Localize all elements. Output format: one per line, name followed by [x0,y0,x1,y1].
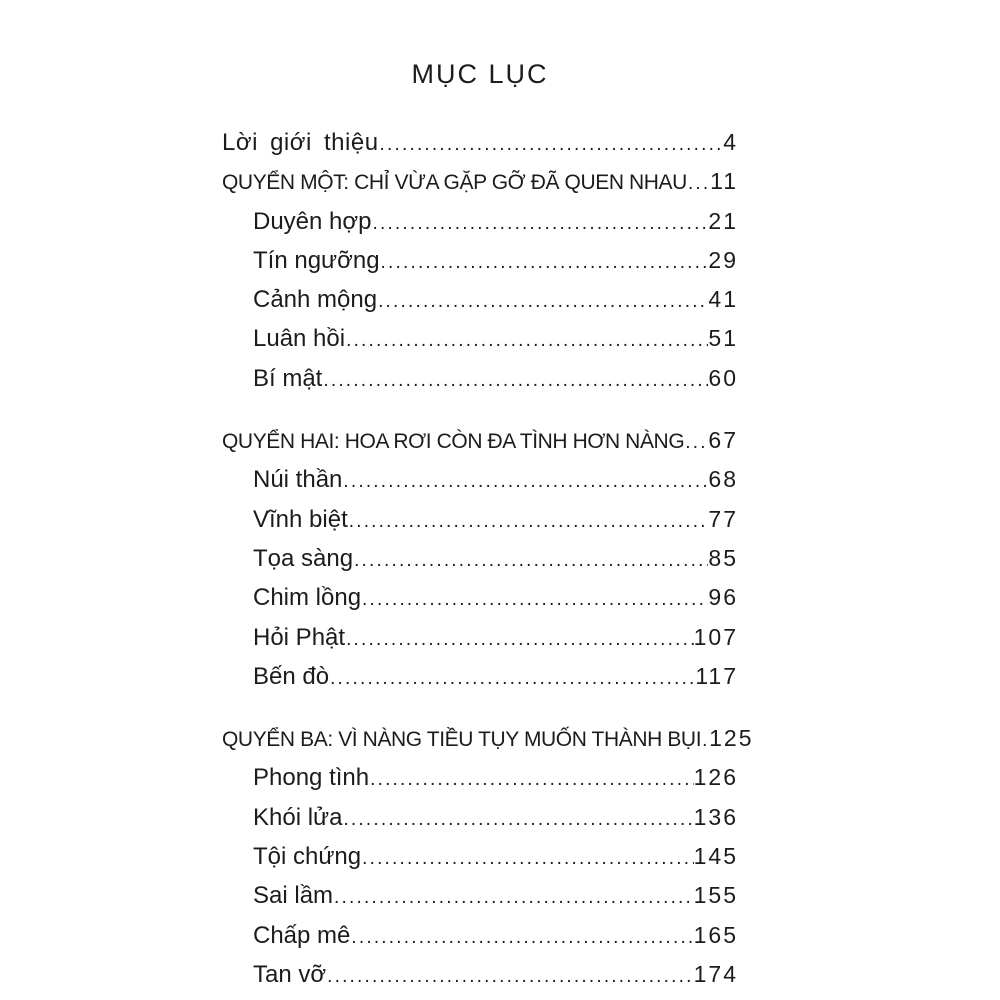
toc-entry-label: Tín ngưỡng [253,246,380,274]
dot-leader [380,243,709,282]
toc-list [222,123,754,994]
toc-entry-label: Chấp mê [253,921,351,949]
toc-page-number: 136 [693,803,738,830]
toc-page-number: 67 [708,427,738,454]
toc-entry [222,955,738,994]
toc-page-number: 77 [708,505,738,532]
toc-page-number: 85 [708,544,738,571]
toc-entry-label: Tọa sàng [253,544,354,572]
dot-leader [342,800,693,839]
toc-page-number: 96 [708,584,738,611]
dot-leader [377,282,708,321]
toc-entry-label: Cảnh mộng [253,286,378,314]
toc-page-number: 125 [709,725,754,752]
toc-entry [222,758,738,797]
toc-entry-label: Lời giới thiệu [222,129,379,156]
toc-entry [222,798,738,837]
toc-entry [222,539,738,578]
toc-entry-label: Núi thần [253,466,343,494]
toc-entry [222,618,738,657]
toc-page-number: 21 [708,207,738,234]
toc-entry-label: Vĩnh biệt [253,505,348,533]
toc-entry [222,578,738,617]
dot-leader [342,462,708,501]
toc-entry [222,421,738,460]
dot-leader [371,204,708,243]
toc-entry-label: Phong tình [253,764,370,792]
toc-page-number: 165 [693,921,738,948]
toc-entry [222,876,738,915]
dot-leader [348,502,709,541]
toc-entry-label: Luân hồi [253,325,346,353]
toc-page-number: 145 [693,843,738,870]
toc-entry [222,916,738,955]
dot-leader [379,125,724,164]
toc-page-number: 11 [710,168,738,195]
dot-leader [326,957,694,996]
toc-page-number: 51 [708,325,738,352]
toc-entry [222,162,738,201]
toc-page-number: 126 [693,764,738,791]
toc-page-number: 107 [693,623,738,650]
toc-entry-label: Tội chứng [253,843,362,871]
toc-page-number: 174 [693,960,738,987]
dot-leader [369,760,694,799]
dot-leader [361,839,694,878]
dot-leader [361,580,708,619]
toc-entry [222,837,738,876]
toc-entry-label: Bến đò [253,662,330,690]
toc-entry [222,123,738,162]
toc-entry-label: QUYỂN HAI: HOA RƠI CÒN ĐA TÌNH HƠN NÀNG [222,430,685,454]
toc-page-number: 117 [695,662,738,689]
page-title: MỤC LỤC [411,59,549,89]
toc-entry [222,657,738,696]
toc-entry [222,359,738,398]
toc-entry-label: QUYỂN BA: VÌ NÀNG TIỀU TỤY MUỐN THÀNH BỤI [222,728,702,752]
toc-entry [222,202,738,241]
toc-entry-label: Bí mật [253,364,323,392]
dot-leader [333,878,694,917]
toc-page-number: 60 [708,364,738,391]
dot-leader [701,721,709,760]
dot-leader [350,918,693,957]
toc-page-number: 68 [708,466,738,493]
dot-leader [329,659,695,698]
toc-entry-label: Tan vỡ [253,960,327,988]
toc-page-number: 155 [693,882,738,909]
dot-leader [684,423,708,462]
toc-entry-label: Hỏi Phật [253,623,346,651]
toc-entry-label: QUYỂN MỘT: CHỈ VỪA GẶP GỠ ĐÃ QUEN NHAU [222,171,687,195]
toc-entry [222,460,738,499]
toc-entry [222,500,738,539]
toc-entry [222,241,738,280]
toc-entry [222,280,738,319]
dot-leader [353,541,708,580]
toc-entry-label: Chim lồng [253,584,362,612]
toc-entry [222,719,754,758]
toc-entry-label: Duyên hợp [253,207,372,235]
toc-entry-label: Khói lửa [253,803,343,831]
dot-leader [322,361,708,400]
toc-entry-label: Sai lầm [253,882,334,910]
toc-entry [222,319,738,358]
toc-page-number: 4 [723,129,738,155]
dot-leader [345,321,708,360]
dot-leader [345,620,694,659]
toc-page-number: 41 [708,286,738,313]
toc-page-number: 29 [708,246,738,273]
dot-leader [687,164,710,203]
